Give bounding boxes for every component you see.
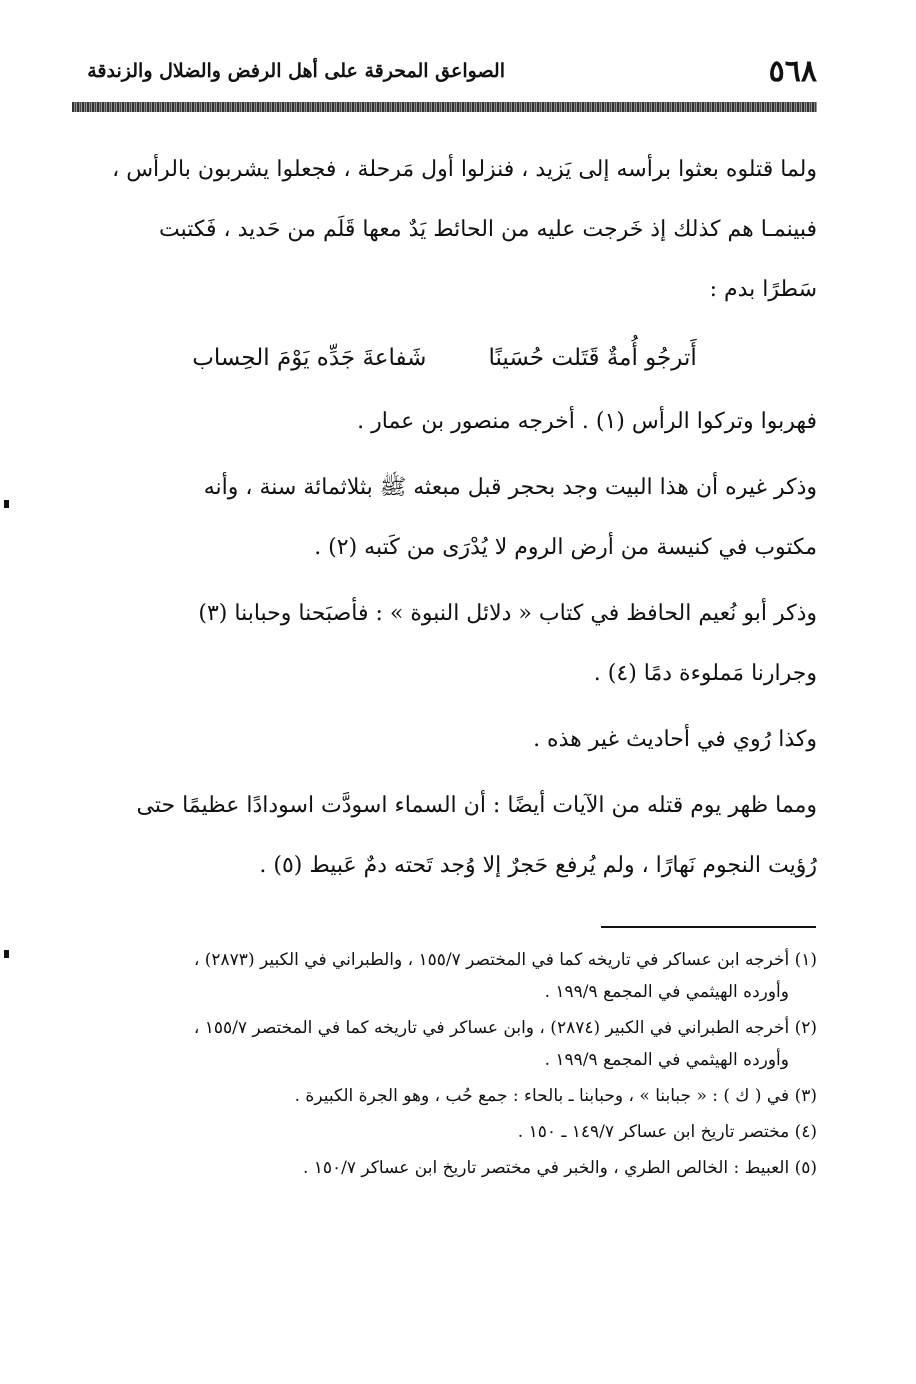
second-hemistich: شَفاعةَ جَدِّه يَوْمَ الحِساب [192, 345, 427, 371]
footnote-5 [72, 1152, 817, 1184]
footnote-2 [72, 1012, 817, 1076]
footnote-line: (٥) العبيط : الخالص الطري ، والخبر في مختصر تاريخ ابن عساكر ١٥٠/٧ . [302, 1158, 817, 1178]
text-line: فبينمـا هم كذلك إذ خَرجت عليه من الحائط يَدٌ معها قَلَم من حَديد ، فَكتبت [158, 217, 817, 242]
footnote-separator [601, 926, 816, 928]
text-line: مكتوب في كنيسة من أرض الروم لا يُدْرَى من كَتبه (٢) . [314, 535, 817, 560]
text-line: ولما قتلوه بعثوا برأسه إلى يَزيد ، فنزلوا أول مَرحلة ، فجعلوا يشربون بالرأس ، [112, 157, 817, 182]
paragraph-3 [72, 458, 817, 578]
paragraph-4 [72, 584, 817, 704]
running-title: الصواعق المحرقة على أهل الرفض والضلال والزندقة [87, 60, 505, 82]
text-line: وذكر غيره أن هذا البيت وجد بحجر قبل مبعثه ﷺ بثلاثمائة سنة ، وأنه [203, 475, 817, 500]
paragraph-6 [72, 776, 817, 896]
poem-verse [72, 330, 817, 386]
main-text [72, 140, 817, 896]
footnote-4 [72, 1116, 817, 1148]
text-line: وذكر أبو نُعيم الحافظ في كتاب « دلائل النبوة » : فأصبَحنا وحبابنا (٣) [198, 601, 817, 626]
running-header [72, 54, 817, 94]
footnotes [72, 944, 817, 1188]
first-hemistich: أَترجُو أُمةٌ قَتَلت حُسَينًا [488, 345, 697, 371]
page-number: ٥٦٨ [768, 54, 817, 89]
text-line: وكذا رُوي في أحاديث غير هذه . [533, 727, 817, 752]
margin-mark [4, 500, 9, 508]
margin-mark [4, 950, 9, 958]
text-line: سَطرًا بدم : [709, 277, 817, 302]
footnote-line: وأورده الهيثمي في المجمع ١٩٩/٩ . [544, 1050, 789, 1070]
text-line: رُؤيت النجوم نَهارًا ، ولم يُرفع حَجرٌ إلا وُجد تَحته دمٌ عَبيط (٥) . [259, 853, 817, 878]
paragraph-5 [72, 710, 817, 770]
header-rule [72, 102, 817, 112]
paragraph-1 [72, 140, 817, 320]
text-line: فهربوا وتركوا الرأس (١) . أخرجه منصور بن عمار . [357, 409, 817, 434]
footnote-3 [72, 1080, 817, 1112]
text-line: وجرارنا مَملوءة دمًا (٤) . [593, 661, 817, 686]
footnote-line: (٢) أخرجه الطبراني في الكبير (٢٨٧٤) ، وابن عساكر في تاريخه كما في المختصر ١٥٥/٧ ، [193, 1018, 817, 1038]
footnote-1 [72, 944, 817, 1008]
footnote-line: (١) أخرجه ابن عساكر في تاريخه كما في المختصر ١٥٥/٧ ، والطبراني في الكبير (٢٨٧٣) ، [193, 950, 817, 970]
footnote-line: (٤) مختصر تاريخ ابن عساكر ١٤٩/٧ ـ ١٥٠ . [517, 1122, 817, 1142]
footnote-line: وأورده الهيثمي في المجمع ١٩٩/٩ . [544, 982, 789, 1002]
paragraph-2 [72, 392, 817, 452]
footnote-line: (٣) في ( ك ) : « جبابنا » ، وحبابنا ـ بالحاء : جمع حُب ، وهو الجرة الكبيرة . [294, 1086, 817, 1106]
text-line: ومما ظهر يوم قتله من الآيات أيضًا : أن السماء اسودَّت اسودادًا عظيمًا حتى [136, 793, 817, 818]
